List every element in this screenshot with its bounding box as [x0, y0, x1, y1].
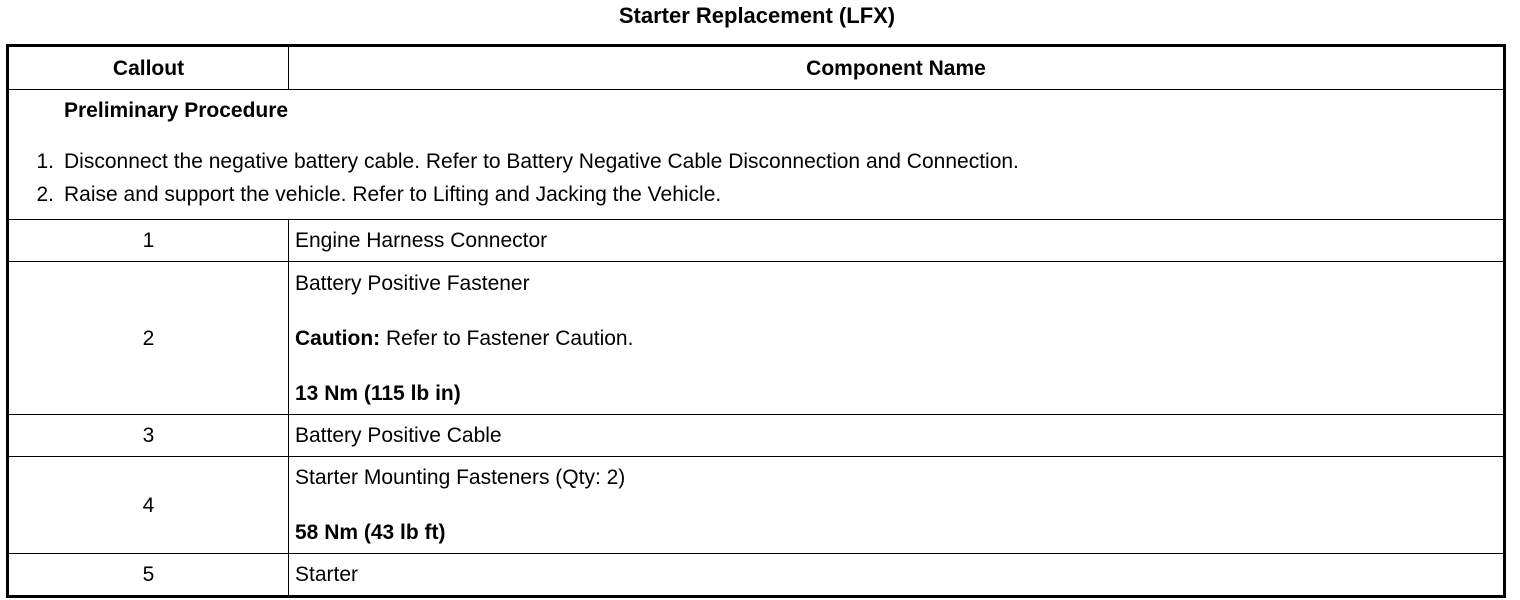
callout-number: 5: [8, 554, 289, 597]
caution-note: [295, 326, 1503, 351]
table-row: [8, 262, 1505, 415]
component-details-cell: [289, 262, 1505, 415]
step-number: 1.: [36, 150, 54, 173]
caution-label: Caution:: [295, 326, 381, 350]
component-details-cell: [289, 457, 1505, 554]
component-name: Battery Positive Fastener: [295, 271, 530, 295]
component-name: Battery Positive Cable: [289, 415, 1505, 457]
step-text: Disconnect the negative battery cable. Refer to Battery Negative Cable Disconnection and Connection.: [64, 150, 1019, 173]
table-row: [8, 220, 1505, 262]
preliminary-procedure-cell: [8, 90, 1505, 220]
callout-column-header: Callout: [8, 46, 289, 90]
callout-table: [6, 44, 1506, 598]
list-item: [9, 178, 1503, 211]
component-name: Engine Harness Connector: [289, 220, 1505, 262]
page-title: Starter Replacement (LFX): [618, 3, 896, 28]
callout-number: 3: [8, 415, 289, 457]
table-row: [8, 415, 1505, 457]
torque-spec: 58 Nm (43 lb ft): [295, 521, 446, 544]
torque-spec: 13 Nm (115 lb in): [295, 381, 461, 405]
callout-number: 4: [8, 457, 289, 554]
preliminary-steps-list: [9, 145, 1503, 211]
callout-number: 2: [8, 262, 289, 415]
table-row: [8, 554, 1505, 597]
list-item: [9, 145, 1503, 178]
callout-number: 1: [8, 220, 289, 262]
component-name: Starter Mounting Fasteners (Qty: 2): [295, 466, 626, 489]
component-name-column-header: Component Name: [289, 46, 1505, 90]
caution-text: Refer to Fastener Caution.: [380, 326, 634, 350]
table-header-row: [8, 46, 1505, 90]
table-row: [8, 457, 1505, 554]
step-text: Raise and support the vehicle. Refer to Lifting and Jacking the Vehicle.: [64, 183, 722, 206]
preliminary-procedure-row: [8, 90, 1505, 220]
preliminary-procedure-heading: Preliminary Procedure: [64, 99, 289, 122]
step-number: 2.: [36, 183, 54, 206]
component-name: Starter: [289, 554, 1505, 597]
